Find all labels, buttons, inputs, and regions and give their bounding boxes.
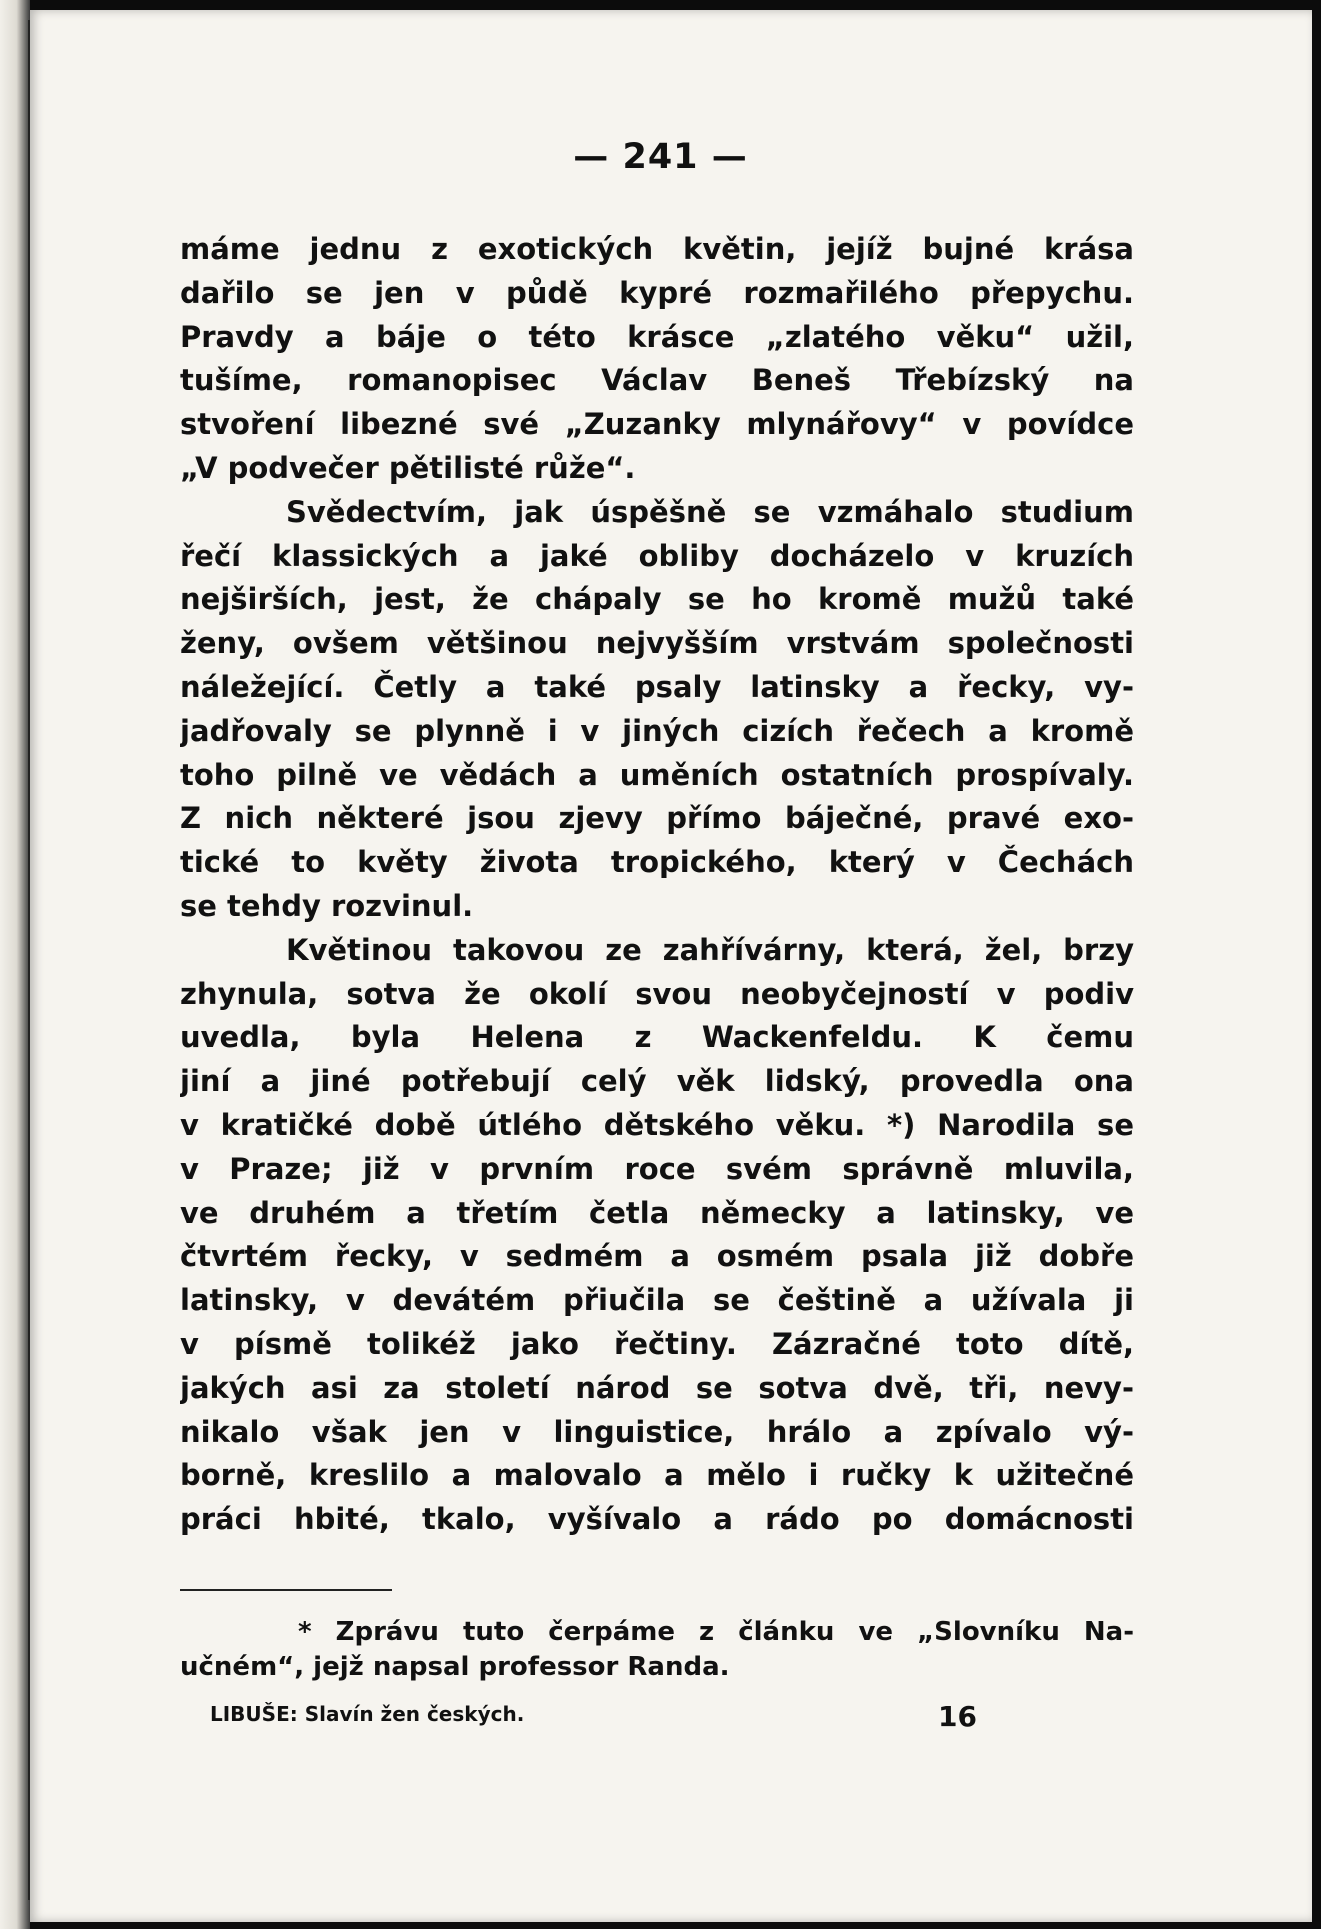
- sheet-number: 16: [938, 1700, 977, 1733]
- text-line: jiní a jiné potřebují celý věk lidský, provedla ona: [180, 1064, 1134, 1099]
- footnote-divider: [180, 1589, 392, 1591]
- book-spine: [0, 0, 30, 1929]
- text-line: čtvrtém řecky, v sedmém a osmém psala již dobře: [180, 1239, 1134, 1274]
- text-line: se tehdy rozvinul.: [180, 888, 474, 923]
- text-line: Z nich některé jsou zjevy přímo báječné, pravé exo-: [180, 801, 1134, 836]
- text-line: řečí klassických a jaké obliby docházelo v kruzích: [180, 538, 1134, 573]
- text-line: toho pilně ve vědách a uměních ostatních prospívaly.: [180, 757, 1134, 792]
- text-line: v písmě tolikéž jako řečtiny. Zázračné toto dítě,: [180, 1326, 1134, 1361]
- text-line: nikalo však jen v linguistice, hrálo a zpívalo vý-: [180, 1414, 1134, 1449]
- text-line: stvoření libezné své „Zuzanky mlynářovy“ v povídce: [180, 407, 1134, 442]
- text-line: „V podvečer pětilisté růže“.: [180, 450, 636, 485]
- text-line: nejširších, jest, že chápaly se ho kromě mužů také: [180, 582, 1134, 617]
- text-line: jadřovaly se plynně i v jiných cizích řečech a kromě: [180, 713, 1134, 748]
- text-line: ve druhém a třetím četla německy a latinsky, ve: [180, 1195, 1134, 1230]
- footnote-line: učném“, jejž napsal professor Randa.: [180, 1652, 730, 1682]
- main-text: [180, 228, 1134, 1542]
- text-line: tušíme, romanopisec Václav Beneš Třebízský na: [180, 363, 1134, 398]
- text-line: borně, kreslilo a malovalo a mělo i ručky k užitečné: [180, 1458, 1134, 1493]
- text-line: zhynula, sotva že okolí svou neobyčejností v podiv: [180, 976, 1134, 1011]
- text-line: Květinou takovou ze zahřívárny, která, žel, brzy: [286, 932, 1134, 967]
- footnote-line: * Zprávu tuto čerpáme z článku ve „Slovníku Na-: [298, 1617, 1134, 1647]
- text-line: latinsky, v devátém přiučila se češtině a užívala ji: [180, 1283, 1134, 1318]
- text-line: v kratičké době útlého dětského věku. *) Narodila se: [180, 1107, 1134, 1142]
- text-line: v Praze; již v prvním roce svém správně mluvila,: [180, 1151, 1134, 1186]
- text-line: náležející. Četly a také psaly latinsky a řecky, vy-: [180, 669, 1134, 704]
- text-line: tické to květy života tropického, který v Čechách: [180, 845, 1134, 880]
- signature-line: LIBUŠE: Slavín žen českých.: [210, 1702, 525, 1726]
- text-line: máme jednu z exotických květin, jejíž bujné krása: [180, 232, 1134, 266]
- page-number: — 241 —: [573, 137, 748, 177]
- text-line: uvedla, byla Helena z Wackenfeldu. K čemu: [180, 1020, 1134, 1055]
- text-line: Svědectvím, jak úspěšně se vzmáhalo studium: [286, 494, 1134, 529]
- text-line: Pravdy a báje o této krásce „zlatého věku“ užil,: [180, 319, 1134, 354]
- text-line: práci hbité, tkalo, vyšívalo a rádo po domácnosti: [180, 1502, 1134, 1537]
- text-line: jakých asi za století národ se sotva dvě, tři, nevy-: [180, 1370, 1134, 1405]
- footnote: [180, 1615, 1134, 1685]
- text-line: ženy, ovšem většinou nejvyšším vrstvám společnosti: [180, 626, 1134, 661]
- text-line: dařilo se jen v půdě kypré rozmařilého přepychu.: [180, 275, 1134, 310]
